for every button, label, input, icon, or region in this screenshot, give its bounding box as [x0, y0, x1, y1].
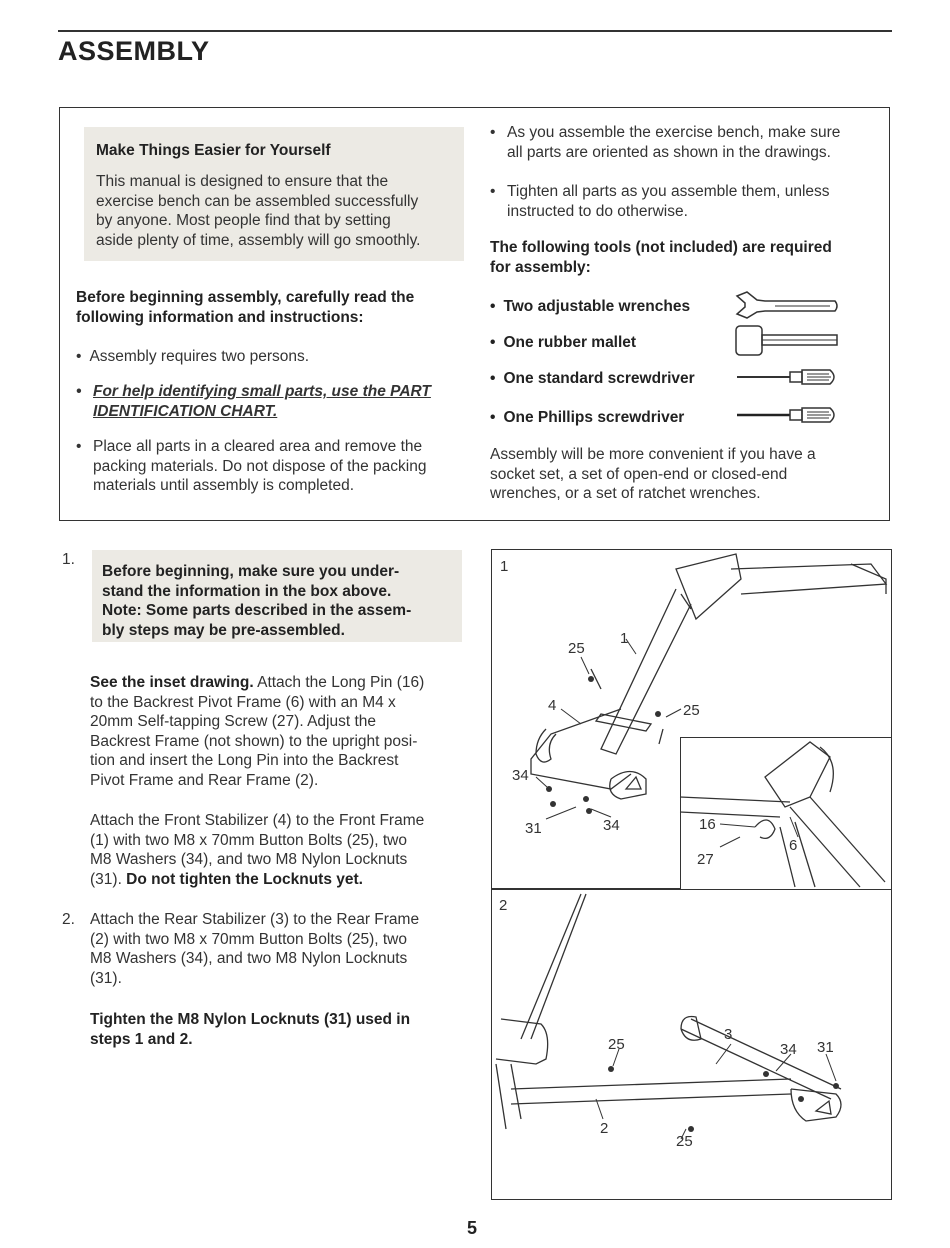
fig1-label: 34: [603, 817, 620, 834]
tool-item-phillips: • One Phillips screwdriver: [490, 409, 685, 426]
before-heading: Before beginning assembly, carefully read the following information and instructions:: [76, 289, 415, 326]
part-chart-link[interactable]: For help identifying small parts, use the PART: [93, 383, 431, 400]
fig2-label: 31: [817, 1039, 834, 1056]
intro-text: This manual is designed to ensure that the exercise bench can be assembled successfully by anyone. Most people find that by setting aside plenty of time, assembly will go smoothly.: [96, 173, 421, 249]
fig1-label: 4: [548, 697, 557, 714]
step-2-para-1: Attach the Rear Stabilizer (3) to the Rear Frame (2) with two M8 x 70mm Button Bolts (25), two M8 Washers (34), and two M8 Nylon Locknuts (31).: [90, 911, 420, 987]
figure-1-number: 1: [500, 558, 509, 575]
right-bullet-2: • Tighten all parts as you assemble them, unless instructed to do otherwise.: [490, 183, 830, 220]
inset-label: 16: [699, 816, 716, 833]
step-1-number: 1.: [62, 551, 75, 568]
tools-heading: The following tools (not included) are required for assembly:: [490, 239, 832, 276]
fig1-label: 1: [620, 630, 629, 647]
before-bullet-3: • Place all parts in a cleared area and remove the packing materials. Do not dispose of the packing materials until assembly is completed.: [76, 438, 427, 494]
rubber-mallet-icon: [735, 325, 840, 357]
fig1-label: 34: [512, 767, 529, 784]
fig2-label: 25: [608, 1036, 625, 1053]
step-1-para-1: See the inset drawing. Attach the Long Pin (16) to the Backrest Pivot Frame (6) with an M4 x 20mm Self-tapping Screw (27). Adjust the Backrest Frame (not shown) to the upright posi- tion and insert the Long Pin into the Backrest Pivot Frame and Rear Frame (2).: [90, 674, 425, 789]
fig1-label: 25: [683, 702, 700, 719]
fig2-label: 2: [600, 1120, 609, 1137]
header-rule: [58, 30, 892, 32]
step-1-callout: Before beginning, make sure you under- stand the information in the box above. Note: Some parts described in the assem- bly steps may be pre-assembled.: [102, 563, 412, 639]
tool-item-screwdriver: • One standard screwdriver: [490, 370, 695, 387]
tool-item-wrench: • Two adjustable wrenches: [490, 298, 691, 315]
fig2-label: 34: [780, 1041, 797, 1058]
fig2-label: 25: [676, 1133, 693, 1150]
intro-heading: Make Things Easier for Yourself: [96, 142, 331, 159]
step-2-number: 2.: [62, 911, 75, 928]
inset-label: 6: [789, 837, 798, 854]
figure-2-number: 2: [499, 897, 508, 914]
adjustable-wrench-icon: [735, 290, 840, 320]
fig1-label: 25: [568, 640, 585, 657]
page-title: ASSEMBLY: [58, 36, 210, 66]
step-1-para-2: Attach the Front Stabilizer (4) to the Front Frame (1) with two M8 x 70mm Button Bolts (25), two M8 Washers (34), and two M8 Nylon Locknuts (31). Do not tighten the Locknuts yet.: [90, 812, 425, 888]
right-bullet-1: • As you assemble the exercise bench, make sure all parts are oriented as shown in the drawings.: [490, 124, 841, 161]
step-2-para-2: Tighten the M8 Nylon Locknuts (31) used in steps 1 and 2.: [90, 1011, 411, 1048]
fig1-label: 31: [525, 820, 542, 837]
standard-screwdriver-icon: [735, 367, 840, 387]
tool-item-mallet: • One rubber mallet: [490, 334, 637, 351]
phillips-screwdriver-icon: [735, 405, 840, 425]
tools-note: Assembly will be more convenient if you have a socket set, a set of open-end or closed-end wrenches, or a set of ratchet wrenches.: [490, 446, 816, 502]
before-bullet-1: • Assembly requires two persons.: [76, 348, 310, 365]
fig2-label: 3: [724, 1026, 733, 1043]
before-bullet-2: • For help identifying small parts, use the PART IDENTIFICATION CHART.: [76, 383, 431, 420]
inset-label: 27: [697, 851, 714, 868]
page-number: 5: [467, 1218, 478, 1238]
